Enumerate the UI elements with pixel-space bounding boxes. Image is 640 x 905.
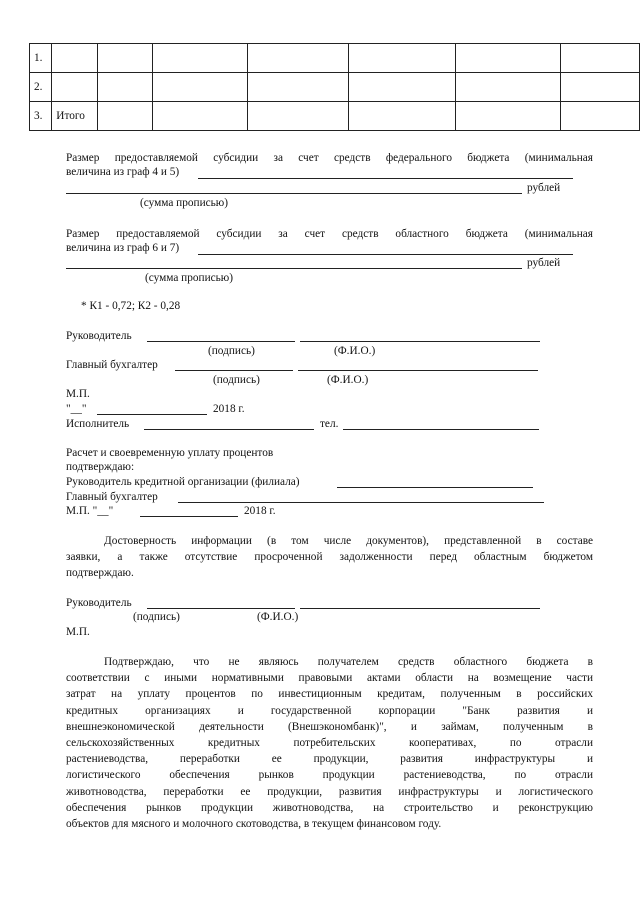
table-cell (153, 102, 248, 131)
federal-words-caption: (сумма прописью) (140, 197, 228, 209)
table-row (30, 102, 640, 131)
head-name-line[interactable] (300, 341, 540, 342)
subsidy-table (29, 43, 640, 131)
row-number: 1. (30, 44, 52, 73)
regional-amount-line[interactable] (198, 254, 573, 255)
table-row (30, 44, 640, 73)
table-cell (349, 44, 456, 73)
table-cell (247, 44, 349, 73)
statement-text (66, 654, 593, 832)
regional-line-1: Размер предоставляемой субсидии за счет средств областного бюджета (минимальная (66, 228, 593, 240)
statement-line: Подтверждаю, что не являюсь получателем средств областного бюджета в (104, 656, 593, 668)
phone-line[interactable] (343, 429, 539, 430)
table-cell (98, 73, 153, 102)
statement-line: растениеводства, переработки ее продукции, развития инфраструктуры и (66, 753, 593, 766)
bank-stamp-date: М.П. "__" (66, 505, 114, 517)
regional-amount-line-2[interactable] (66, 268, 522, 269)
head-label: Руководитель (66, 330, 132, 342)
table-cell (247, 73, 349, 102)
federal-currency: рублей (527, 182, 561, 194)
signature-caption-2: (подпись) (133, 611, 180, 623)
executor-line[interactable] (144, 429, 314, 430)
table-cell (456, 73, 561, 102)
regional-currency: рублей (527, 257, 561, 269)
statement-line: животноводства, переработки ее продукции, развития инфраструктуры и логистического (66, 785, 593, 798)
statement-line: логистического обеспечения рынков продукции растениеводства, по отрасли (66, 769, 593, 782)
name-caption-2: (Ф.И.О.) (257, 611, 299, 623)
bank-accountant-label: Главный бухгалтер (66, 491, 158, 503)
date-quote: "__" (66, 403, 87, 415)
federal-amount-line[interactable] (198, 178, 573, 179)
table-cell (456, 44, 561, 73)
table-cell (247, 102, 349, 131)
bank-line-1: Расчет и своевременную уплату процентов (66, 447, 274, 459)
federal-line-1: Размер предоставляемой субсидии за счет средств федерального бюджета (минимальная (66, 152, 593, 164)
statement-line: обеспечения рынков продукции животноводства, на строительство и реконструкцию (66, 801, 593, 814)
regional-words-caption: (сумма прописью) (145, 272, 233, 284)
statement-line: сельскохозяйственных кредитных потребительских кооперативах, по отрасли (66, 736, 593, 749)
head-signature-line-2[interactable] (147, 608, 295, 609)
confirmation-line: Достоверность информации (в том числе документов), представленной в составе (104, 535, 593, 547)
head-label-2: Руководитель (66, 597, 132, 609)
row-number: 2. (30, 73, 52, 102)
phone-label: тел. (320, 418, 339, 430)
table-row (30, 73, 640, 102)
head-name-line-2[interactable] (300, 608, 540, 609)
row-label (52, 73, 98, 102)
bank-head-label: Руководитель кредитной организации (филиала) (66, 476, 300, 488)
year-label: 2018 г. (213, 403, 245, 415)
regional-line-2: величина из граф 6 и 7) (66, 242, 180, 254)
row-label: Итого (52, 102, 98, 131)
signature-caption: (подпись) (213, 374, 260, 386)
statement-line: внешнеэкономической деятельности (Внешэкономбанк)", и займам, полученным в (66, 720, 593, 733)
head-signature-line[interactable] (147, 341, 295, 342)
row-label (52, 44, 98, 73)
accountant-signature-line[interactable] (175, 370, 293, 371)
stamp-label-2: М.П. (66, 626, 90, 638)
table-cell (153, 44, 248, 73)
accountant-label: Главный бухгалтер (66, 359, 158, 371)
bank-line-2: подтверждаю: (66, 461, 135, 473)
name-caption: (Ф.И.О.) (327, 374, 369, 386)
date-line[interactable] (97, 414, 207, 415)
row-number: 3. (30, 102, 52, 131)
table-cell (153, 73, 248, 102)
executor-label: Исполнитель (66, 418, 130, 430)
confirmation-line: подтверждаю. (66, 567, 134, 580)
statement-line: затрат на уплату процентов по инвестиционным кредитам, полученным в российских (66, 688, 593, 701)
federal-line-2: величина из граф 4 и 5) (66, 166, 180, 178)
statement-line: кредитных организациях и государственной корпорации "Банк развития и (66, 704, 593, 717)
table-cell (561, 102, 640, 131)
table-cell (561, 73, 640, 102)
table-cell (456, 102, 561, 131)
signature-caption: (подпись) (208, 345, 255, 357)
bank-year: 2018 г. (244, 505, 276, 517)
statement-line: объектов для мясного и молочного скотоводства, в текущем финансовом году. (66, 817, 442, 830)
federal-subsidy-text (66, 150, 593, 166)
table-cell (349, 102, 456, 131)
table-cell (349, 73, 456, 102)
bank-head-line[interactable] (337, 487, 533, 488)
bank-date-line[interactable] (140, 516, 238, 517)
table-cell (98, 44, 153, 73)
bank-accountant-line[interactable] (178, 502, 544, 503)
regional-subsidy-text (66, 226, 593, 242)
confirmation-text (66, 533, 593, 582)
coefficients-note: * К1 - 0,72; К2 - 0,28 (81, 300, 181, 312)
statement-line: соответствии с иными нормативными правовыми актами области на возмещение части (66, 672, 593, 685)
table-cell (561, 44, 640, 73)
confirmation-line: заявки, а также отсутствие просроченной задолженности перед областным бюджетом (66, 551, 593, 564)
name-caption: (Ф.И.О.) (334, 345, 376, 357)
table-cell (98, 102, 153, 131)
federal-amount-line-2[interactable] (66, 193, 522, 194)
stamp-label: М.П. (66, 388, 90, 400)
accountant-name-line[interactable] (298, 370, 538, 371)
